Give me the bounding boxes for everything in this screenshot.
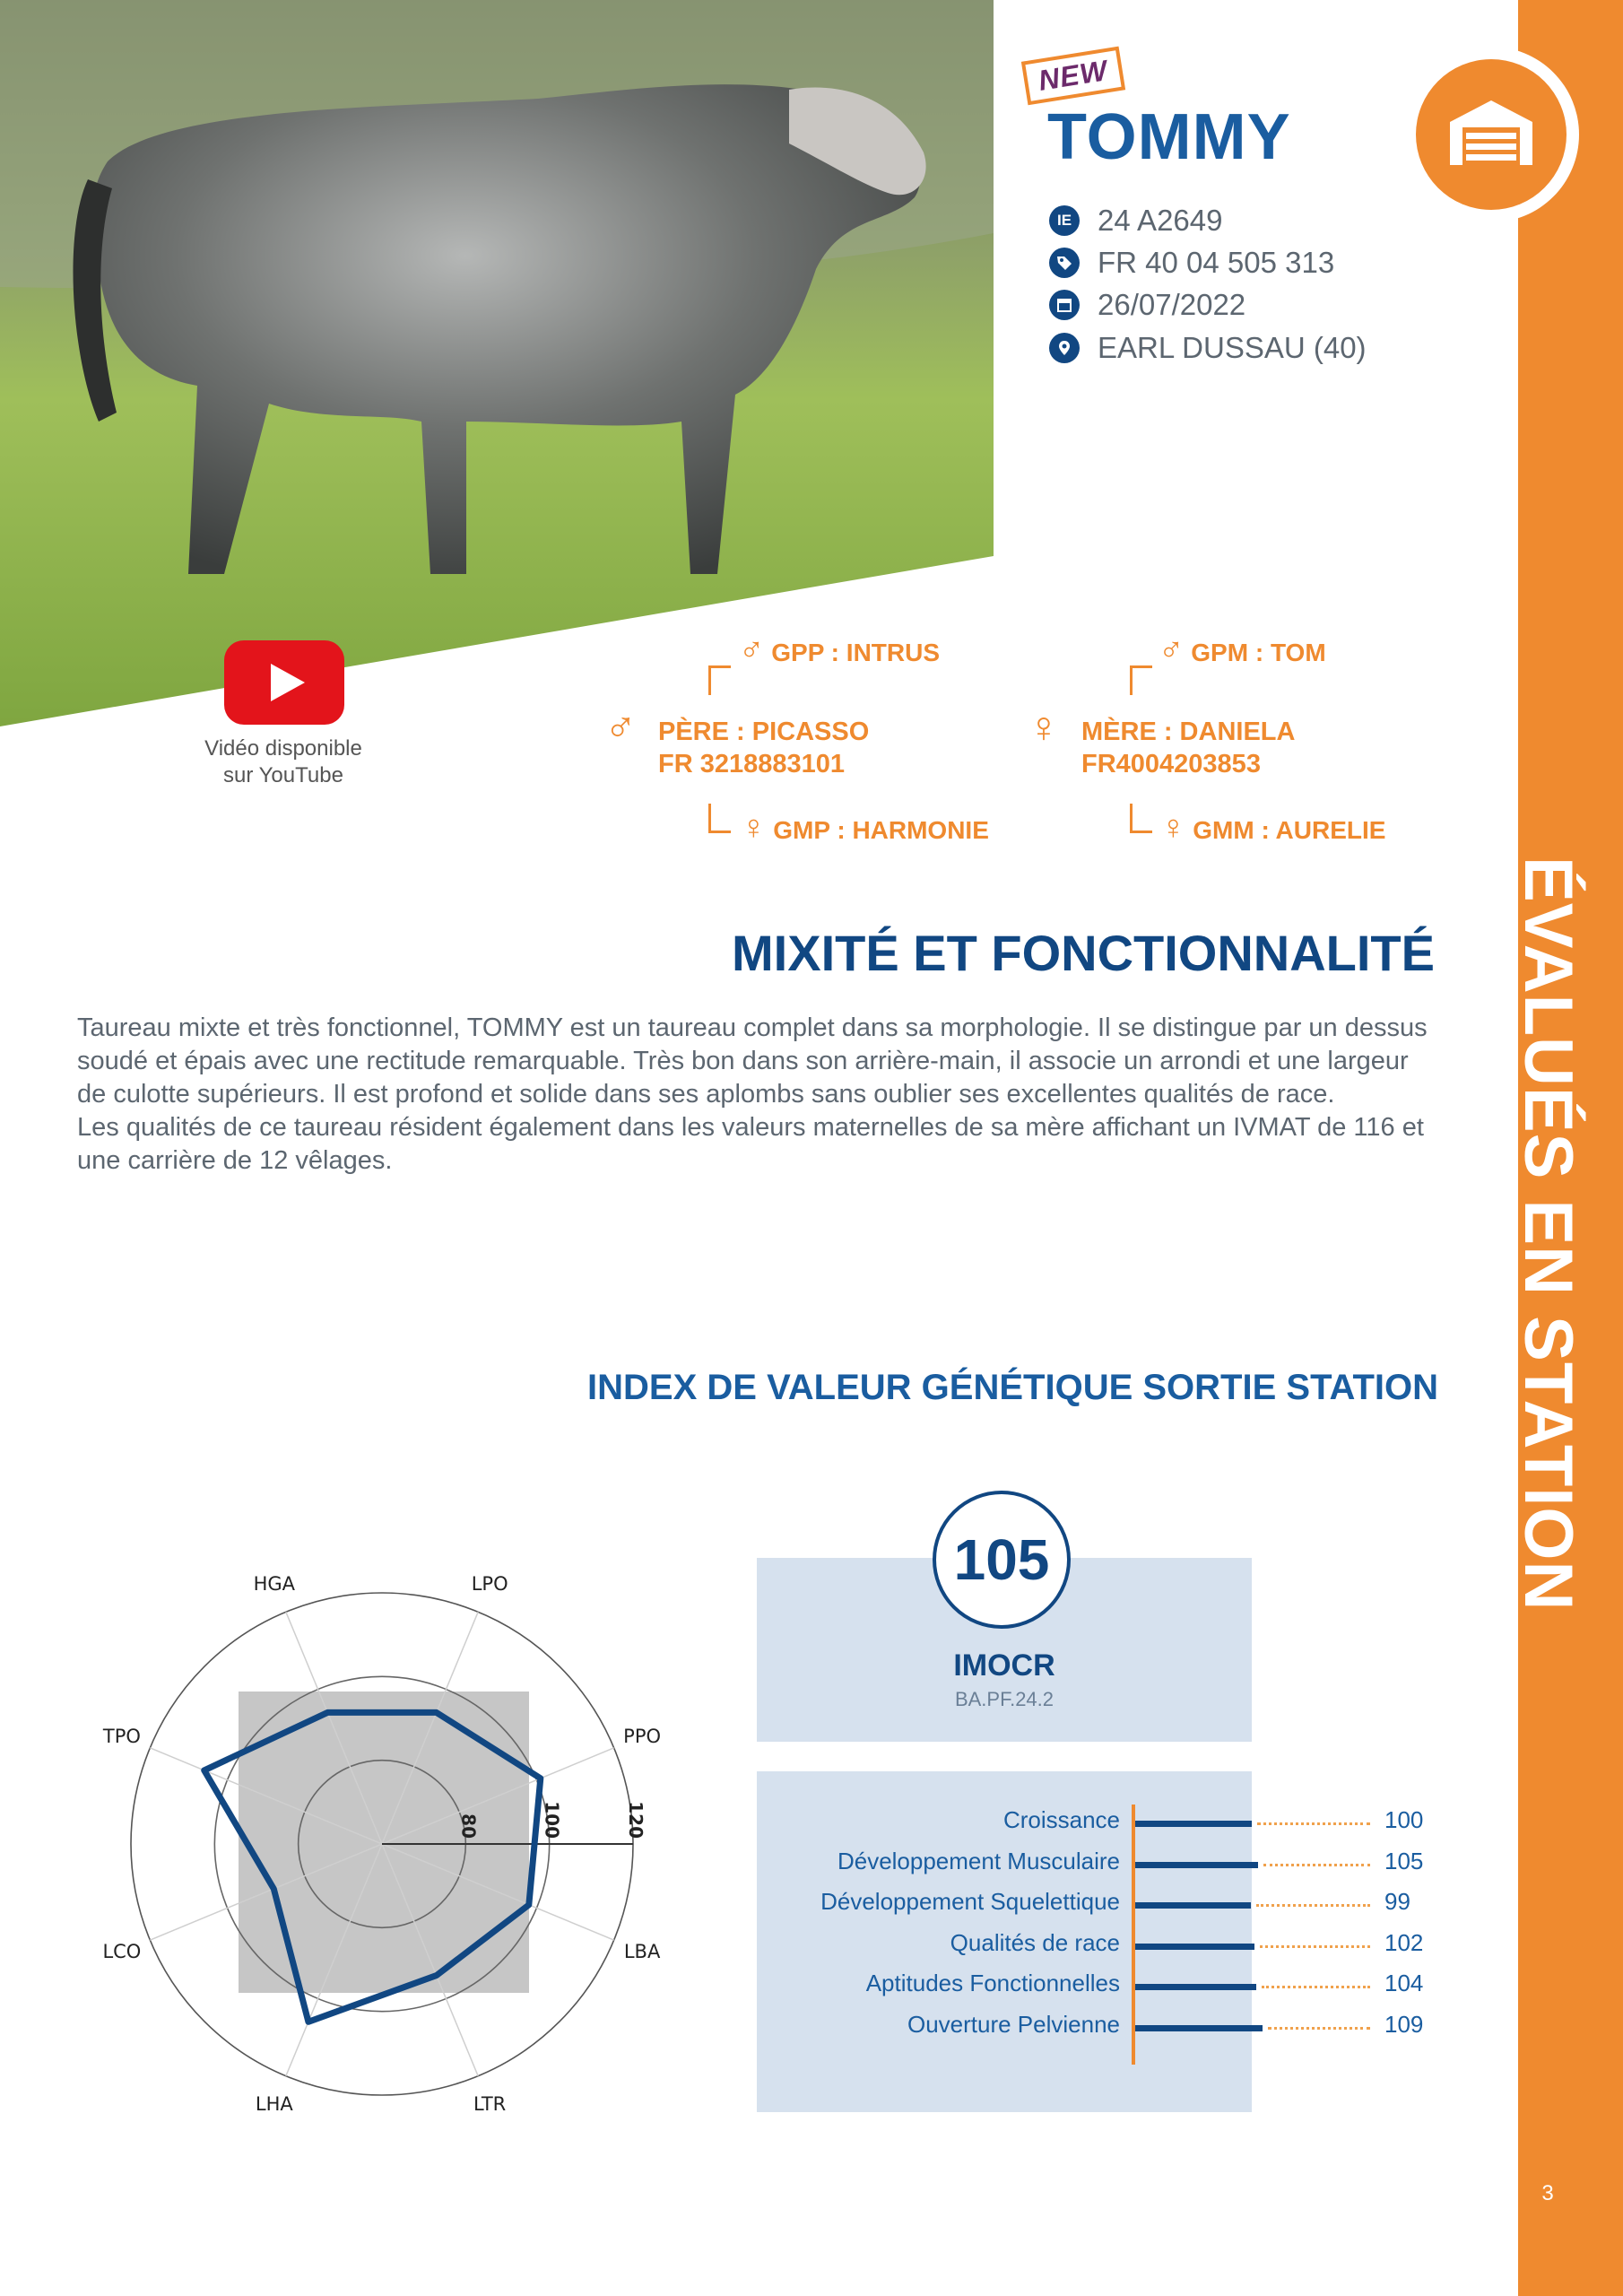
- radar-ring-label: 100: [541, 1801, 563, 1839]
- calendar-icon: [1049, 290, 1080, 320]
- station-badge: [1416, 59, 1567, 210]
- pedigree-connector: [708, 665, 731, 695]
- radar-axis-label: LPO: [471, 1572, 508, 1595]
- female-icon: ♀: [741, 809, 767, 847]
- criteria-value: 102: [1384, 1928, 1424, 1956]
- criteria-label: Ouverture Pelvienne: [907, 2011, 1120, 2038]
- criteria-leader-dots: [1268, 2027, 1370, 2030]
- pedigree-gpm: ♂ GPM : TOM: [1159, 631, 1326, 669]
- criteria-value: 100: [1384, 1806, 1424, 1833]
- pedigree-connector: [1130, 804, 1152, 833]
- youtube-play-icon[interactable]: [224, 640, 344, 725]
- male-icon: ♂: [604, 704, 637, 752]
- score-circle: 105: [933, 1491, 1071, 1629]
- criteria-bar: [1135, 1944, 1254, 1950]
- criteria-leader-dots: [1263, 1864, 1371, 1866]
- pedigree-connector: [708, 804, 731, 833]
- radar-ring-label: 120: [625, 1801, 647, 1839]
- info-row-number: [1049, 245, 1334, 281]
- criteria-label: Développement Squelettique: [820, 1888, 1120, 1916]
- female-icon: ♀: [1160, 809, 1186, 847]
- info-number-text: FR 40 04 505 313: [1098, 246, 1335, 279]
- criteria-label: Croissance: [1002, 1806, 1120, 1833]
- criteria-label: Aptitudes Fonctionnelles: [865, 1970, 1120, 1997]
- score-sublabel: BA.PF.24.2: [954, 1688, 1055, 1710]
- criteria-leader-dots: [1256, 1904, 1370, 1907]
- description-paragraph-2: Les qualités de ce taureau résident également dans les valeurs maternelles de sa mère affichant un IVMAT de 116 et une carrière de 12 vêlages.: [77, 1113, 1424, 1175]
- description-paragraph-1: Taureau mixte et très fonctionnel, TOMMY est un taureau complet dans sa morphologie. Il se distingue par un dessus soudé et épais avec une rectitude remarquable. Très bon dans son arrière-main, il associe un arrondi et une largeur de culotte supérieurs. Il est profond et solide dans ses aplombs sans oublier ses excellentes qualités de race.: [77, 1013, 1428, 1109]
- location-pin-icon: [1049, 333, 1080, 363]
- radar-axis-label: TPO: [102, 1725, 141, 1747]
- criteria-leader-dots: [1260, 1945, 1370, 1948]
- radar-axis-label: LTR: [473, 2093, 507, 2116]
- info-row-date: [1049, 287, 1245, 323]
- info-location-text: EARL DUSSAU (40): [1098, 331, 1367, 364]
- page-number: 3: [1541, 2181, 1554, 2205]
- info-row-location: [1049, 330, 1367, 366]
- criteria-bar: [1135, 1862, 1258, 1868]
- info-date-text: 26/07/2022: [1098, 288, 1246, 321]
- radar-chart: [81, 1561, 708, 2117]
- criteria-bar: [1135, 1984, 1256, 1990]
- criteria-value: 109: [1384, 2011, 1424, 2038]
- criteria-label: Qualités de race: [950, 1928, 1120, 1956]
- radar-ring-label: 80: [457, 1813, 480, 1839]
- pedigree-gmp: ♀ GMP : HARMONIE: [741, 809, 989, 847]
- male-icon: ♂: [739, 631, 765, 669]
- animal-name: TOMMY: [1047, 101, 1291, 173]
- info-id-text: 24 A2649: [1098, 204, 1223, 237]
- criteria-bar: [1135, 1902, 1251, 1909]
- radar-axis-label: HGA: [253, 1572, 296, 1595]
- pedigree-gpp: ♂ GPP : INTRUS: [739, 631, 941, 669]
- criteria-value: 105: [1384, 1847, 1424, 1874]
- score-label: IMOCR: [953, 1648, 1055, 1683]
- female-icon: ♀: [1028, 704, 1060, 752]
- pedigree-mere: ♀ MÈRE : DANIELA FR4004203853: [1028, 704, 1296, 778]
- criteria-leader-dots: [1257, 1822, 1370, 1825]
- new-tag: NEW: [1021, 47, 1125, 106]
- description-title: MIXITÉ ET FONCTIONNALITÉ: [732, 925, 1435, 981]
- pedigree-connector: [1130, 665, 1152, 695]
- bull-photo: [0, 0, 994, 726]
- radar-axis-label: LHA: [255, 2093, 293, 2116]
- criteria-bar: [1135, 1821, 1252, 1827]
- section-title-vertical: ÉVALUÉS EN STATION: [1510, 857, 1586, 1612]
- pedigree-gmm: ♀ GMM : AURELIE: [1160, 809, 1386, 847]
- criteria-value: 99: [1384, 1888, 1410, 1916]
- criteria-value: 104: [1384, 1970, 1424, 1997]
- description-text: [77, 1012, 1442, 1178]
- radar-axis-label: LBA: [623, 1941, 661, 1963]
- male-icon: ♂: [1159, 631, 1185, 669]
- youtube-caption: Vidéo disponible sur YouTube: [204, 736, 362, 787]
- tag-icon: [1049, 248, 1080, 278]
- id-icon: IE: [1049, 205, 1080, 236]
- info-row-id: [1049, 203, 1222, 239]
- radar-axis-label: LCO: [102, 1941, 142, 1963]
- radar-axis-label: PPO: [623, 1725, 662, 1747]
- pedigree-pere: ♂ PÈRE : PICASSO FR 3218883101: [604, 704, 870, 778]
- criteria-bar: [1135, 2025, 1263, 2031]
- criteria-leader-dots: [1262, 1986, 1370, 1988]
- station-building-icon: [1416, 59, 1567, 210]
- index-title: INDEX DE VALEUR GÉNÉTIQUE SORTIE STATION: [587, 1368, 1438, 1407]
- criteria-label: Développement Musculaire: [837, 1847, 1120, 1874]
